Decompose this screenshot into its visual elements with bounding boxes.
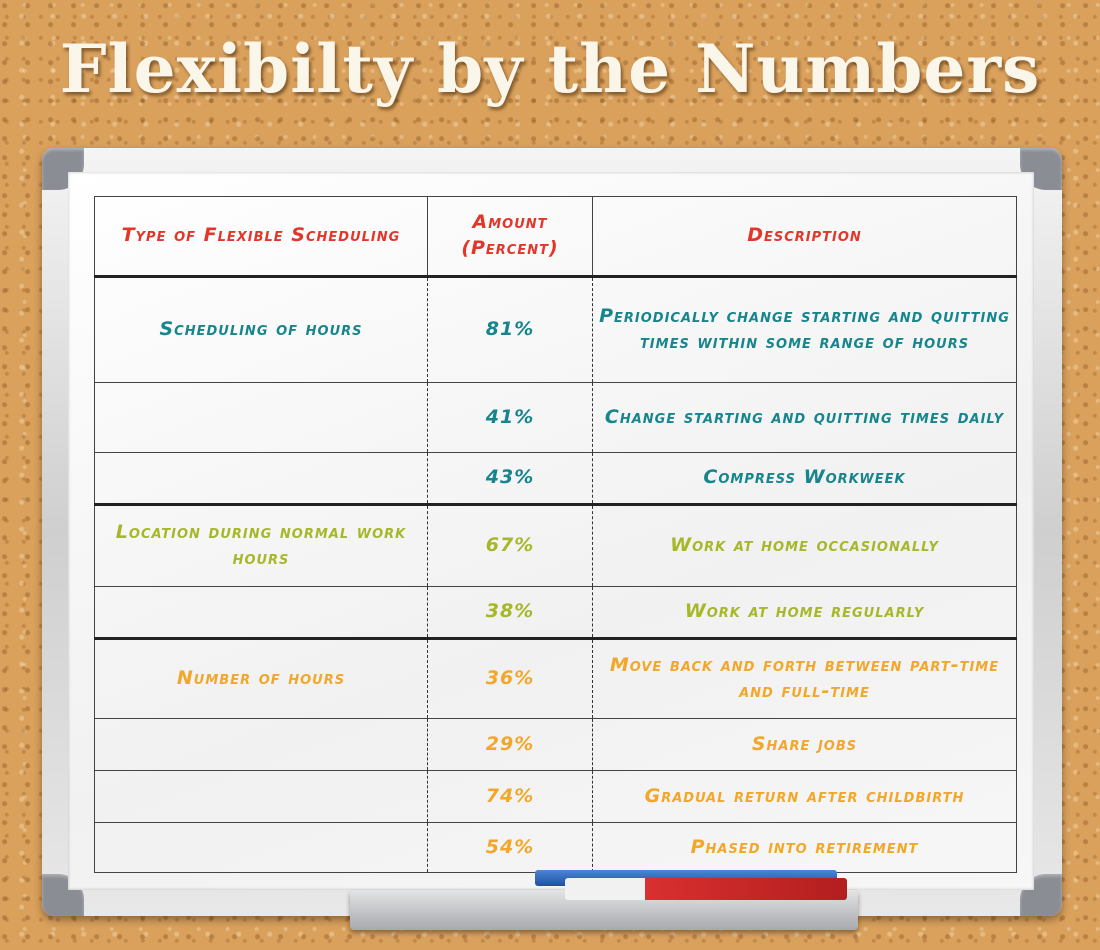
- amount-cell: 43%: [428, 453, 593, 505]
- amount-cell: 67%: [428, 505, 593, 587]
- type-cell-empty: [95, 453, 428, 505]
- description-cell: Periodically change starting and quitting times within some range of hours: [593, 277, 1017, 383]
- description-cell: Work at home regularly: [593, 587, 1017, 639]
- type-cell: Number of hours: [95, 639, 428, 719]
- description-cell: Work at home occasionally: [593, 505, 1017, 587]
- flexibility-table: [94, 196, 1017, 873]
- table-header-row: [95, 197, 1017, 277]
- table-row: [95, 771, 1017, 823]
- description-cell: Gradual return after childbirth: [593, 771, 1017, 823]
- red-marker-icon: [565, 878, 847, 900]
- type-cell-empty: [95, 719, 428, 771]
- description-cell: Share jobs: [593, 719, 1017, 771]
- table-row: [95, 719, 1017, 771]
- type-cell-empty: [95, 771, 428, 823]
- description-cell: Phased into retirement: [593, 823, 1017, 873]
- type-cell-empty: [95, 383, 428, 453]
- description-cell: Move back and forth between part-time and full-time: [593, 639, 1017, 719]
- amount-cell: 41%: [428, 383, 593, 453]
- table-row: [95, 505, 1017, 587]
- type-cell-empty: [95, 587, 428, 639]
- amount-cell: 54%: [428, 823, 593, 873]
- table-row: [95, 277, 1017, 383]
- column-header-amount: Amount (Percent): [428, 197, 593, 277]
- table-row: [95, 587, 1017, 639]
- column-header-description: Description: [593, 197, 1017, 277]
- type-cell: Location during normal work hours: [95, 505, 428, 587]
- amount-cell: 38%: [428, 587, 593, 639]
- amount-cell: 81%: [428, 277, 593, 383]
- table-row: [95, 823, 1017, 873]
- amount-cell: 74%: [428, 771, 593, 823]
- amount-cell: 29%: [428, 719, 593, 771]
- amount-cell: 36%: [428, 639, 593, 719]
- page-title: Flexibilty by the Numbers: [59, 30, 1041, 108]
- type-cell: Scheduling of hours: [95, 277, 428, 383]
- column-header-type: Type of Flexible Scheduling: [95, 197, 428, 277]
- table-row: [95, 383, 1017, 453]
- description-cell: Compress Workweek: [593, 453, 1017, 505]
- description-cell: Change starting and quitting times daily: [593, 383, 1017, 453]
- table-row: [95, 453, 1017, 505]
- type-cell-empty: [95, 823, 428, 873]
- table-row: [95, 639, 1017, 719]
